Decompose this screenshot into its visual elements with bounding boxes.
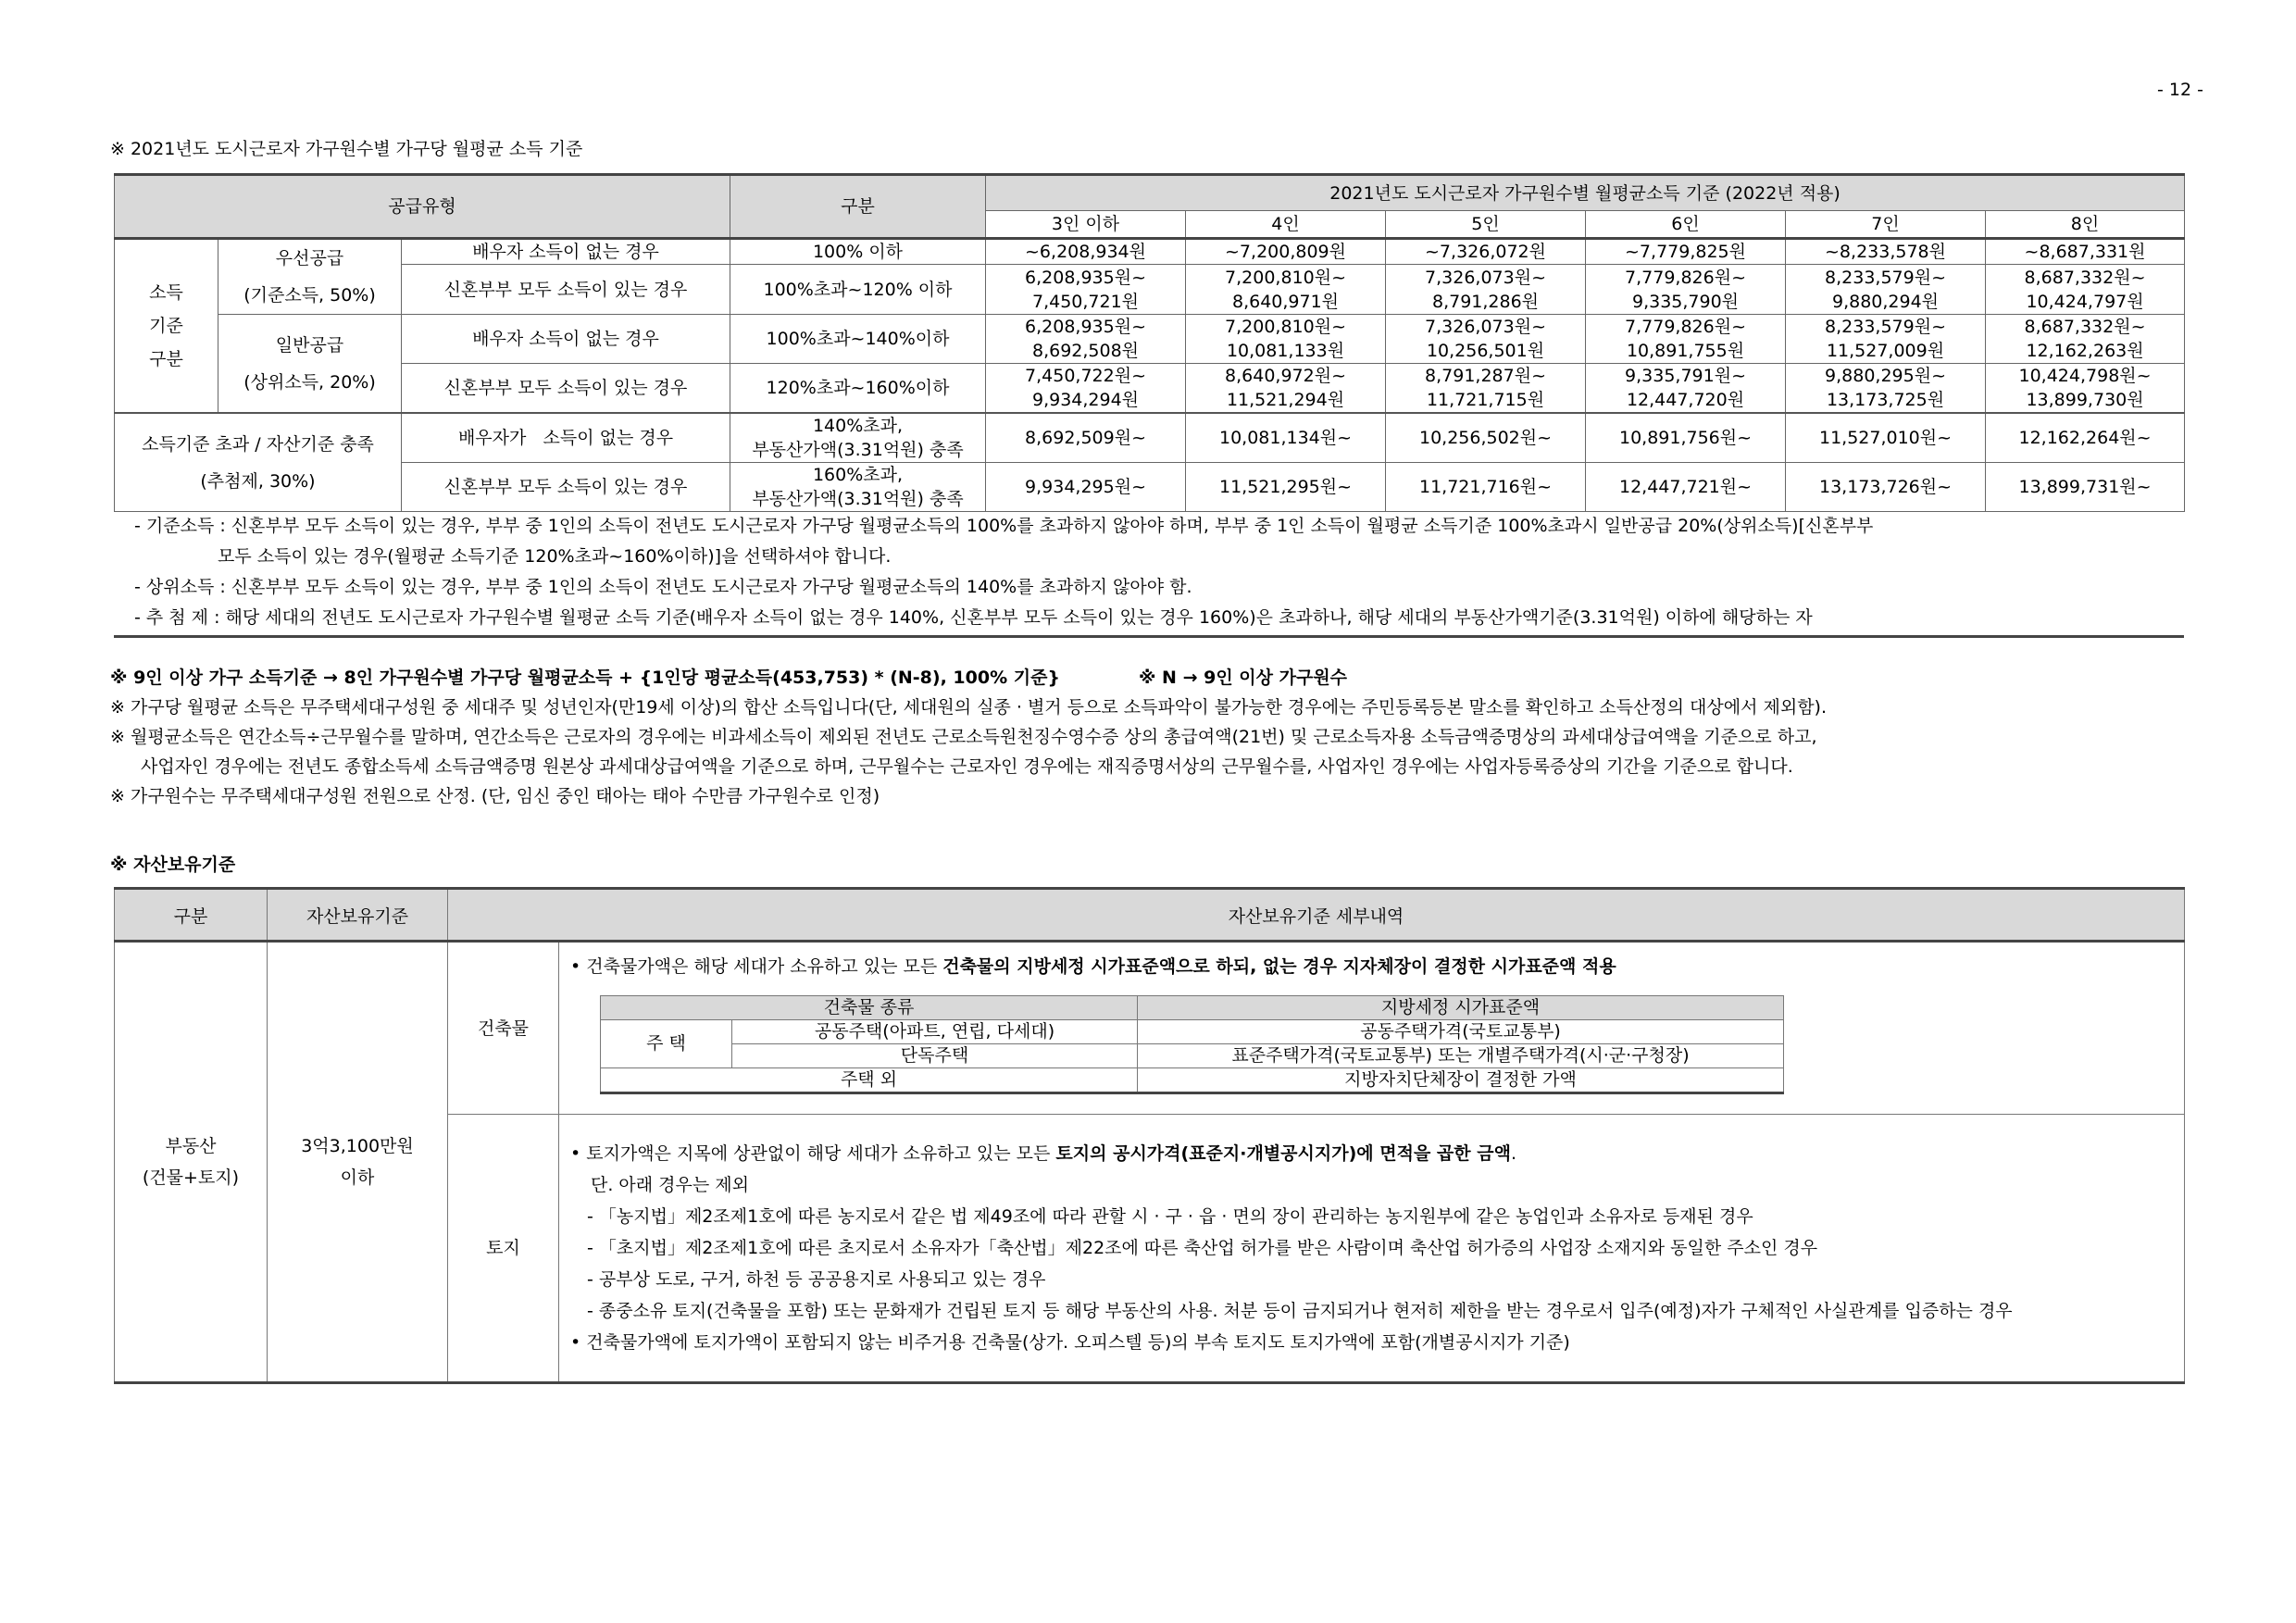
income-value: 10,891,756원~ — [1586, 413, 1786, 463]
income-value: 11,721,716원~ — [1386, 463, 1586, 512]
row-category: 100% 이하 — [730, 239, 986, 265]
land-exception: - 「초지법」제2조제1호에 따른 초지로서 소유자가「축산법」제22조에 따른 축산업 허가를 받은 사람이며 축산업 허가증의 사업장 소재지와 동일한 주소인 경우 — [587, 1238, 1818, 1258]
household-size-header: 4인 — [1186, 211, 1386, 239]
income-value: 7,200,810원~ 10,081,133원 — [1186, 315, 1386, 364]
income-table-title: ※ 2021년도 도시근로자 가구원수별 가구당 월평균 소득 기준 — [110, 139, 583, 159]
detached-value: 표준주택가격(국토교통부) 또는 개별주택가격(시·군·구청장) — [1138, 1044, 1784, 1068]
income-value: 8,687,332원~ 12,162,263원 — [1986, 315, 2185, 364]
apartment-type: 공동주택(아파트, 연립, 다세대) — [732, 1020, 1138, 1044]
land-exception-intro: 단. 아래 경우는 제외 — [591, 1175, 749, 1195]
row-type: 신혼부부 모두 소득이 있는 경우 — [402, 265, 730, 315]
land-bullet-2: • 건축물가액에 토지가액이 포함되지 않는 비주거용 건축물(상가. 오피스텔 등)의 부속 토지도 토지가액에 포함(개별공시지가 기준) — [570, 1332, 1570, 1353]
row-category: 100%초과~140%이하 — [730, 315, 986, 364]
row-type: 신혼부부 모두 소득이 있는 경우 — [402, 364, 730, 414]
standard-value-header: 지방세정 시가표준액 — [1138, 996, 1784, 1020]
income-value: 8,640,972원~ 11,521,294원 — [1186, 364, 1386, 414]
page-number: - 12 - — [2157, 80, 2203, 100]
land-bullet-text: • 토지가액은 지목에 상관없이 해당 세대가 소유하고 있는 모든 — [570, 1143, 1056, 1164]
row-category: 140%초과, 부동산가액(3.31억원) 충족 — [730, 413, 986, 463]
note-line: 사업자인 경우에는 전년도 종합소득세 소득금액증명 원본상 과세대상급여액을 기준으로 하며, 근무월수는 근로자인 경우에는 재직증명서상의 근무월수를, 사업자인 경우에는 사업자등록증상의 기간을 기준으로 합니다. — [141, 756, 1793, 777]
income-value: 7,779,826원~ 9,335,790원 — [1586, 265, 1786, 315]
house-label: 주 택 — [601, 1020, 732, 1068]
land-bullet-end: . — [1510, 1143, 1517, 1164]
household-size-header: 7인 — [1786, 211, 1986, 239]
note-line: ※ 가구원수는 무주택세대구성원 전원으로 산정. (단, 임신 중인 태아는 태아 수만큼 가구원수로 인정) — [110, 786, 880, 806]
income-value: 10,256,502원~ — [1386, 413, 1586, 463]
income-value: 7,450,722원~ 9,934,294원 — [986, 364, 1186, 414]
note-n-definition: ※ N → 9인 이상 가구원수 — [1138, 668, 1348, 688]
building-bullet — [570, 951, 2173, 982]
household-size-header: 5인 — [1386, 211, 1586, 239]
asset-table-title: ※ 자산보유기준 — [110, 855, 236, 875]
note-line: - 기준소득 : 신혼부부 모두 소득이 있는 경우, 부부 중 1인의 소득이 전년도 도시근로자 가구당 월평균소득의 100%를 초과하지 않아야 하며, 부부 중 1인 소득이 월평균 소득기준 100%초과시 일반공급 20%(상위소득)[신혼부부 — [134, 516, 1874, 536]
land-exception: - 「농지법」제2조제1호에 따른 농지로서 같은 법 제49조에 따라 관할 시 · 구 · 읍 · 면의 장이 관리하는 농지원부에 같은 농업인과 소유자로 등재된 경우 — [587, 1206, 1753, 1227]
income-value: ~8,233,578원 — [1786, 239, 1986, 265]
row-type: 신혼부부 모두 소득이 있는 경우 — [402, 463, 730, 512]
income-value: 12,162,264원~ — [1986, 413, 2185, 463]
land-bullet-bold: 토지의 공시가격(표준지·개별공시지가)에 면적을 곱한 금액 — [1055, 1143, 1511, 1164]
income-value: 12,447,721원~ — [1586, 463, 1786, 512]
household-size-header: 6인 — [1586, 211, 1786, 239]
row-type: 배우자 소득이 없는 경우 — [402, 239, 730, 265]
income-value: 9,880,295원~ 13,173,725원 — [1786, 364, 1986, 414]
income-value: ~7,779,825원 — [1586, 239, 1786, 265]
income-value: 11,521,295원~ — [1186, 463, 1386, 512]
row-category: 100%초과~120% 이하 — [730, 265, 986, 315]
note-line: ※ 가구당 월평균 소득은 무주택세대구성원 중 세대주 및 성년인자(만19세 이상)의 합산 소득입니다(단, 세대원의 실종 · 별거 등으로 소득파악이 불가능한 경우에는 주민등록등본 말소를 확인하고 소득산정의 대상에서 제외함). — [110, 697, 1828, 718]
row-category: 160%초과, 부동산가액(3.31억원) 충족 — [730, 463, 986, 512]
income-value: 8,791,287원~ 11,721,715원 — [1386, 364, 1586, 414]
household-size-header: 3인 이하 — [986, 211, 1186, 239]
priority-supply-label: 우선공급 (기준소득, 50%) — [218, 239, 402, 315]
footnotes — [110, 663, 2202, 811]
income-main-header: 2021년도 도시근로자 가구원수별 월평균소득 기준 (2022년 적용) — [986, 175, 2185, 211]
income-value: 10,424,798원~ 13,899,730원 — [1986, 364, 2185, 414]
supply-type-header: 공급유형 — [115, 175, 730, 239]
income-value: 10,081,134원~ — [1186, 413, 1386, 463]
note-line: 모두 소득이 있는 경우(월평균 소득기준 120%초과~160%이하)]을 선택하셔야 합니다. — [218, 546, 892, 567]
land-details — [559, 1115, 2185, 1383]
income-value: ~7,200,809원 — [1186, 239, 1386, 265]
detached-type: 단독주택 — [732, 1044, 1138, 1068]
income-value: 6,208,935원~ 7,450,721원 — [986, 265, 1186, 315]
land-exception: - 공부상 도로, 구거, 하천 등 공공용지로 사용되고 있는 경우 — [587, 1269, 1046, 1290]
income-value: 8,692,509원~ — [986, 413, 1186, 463]
building-bullet-text: • 건축물가액은 해당 세대가 소유하고 있는 모든 — [570, 956, 943, 977]
income-value: 13,173,726원~ — [1786, 463, 1986, 512]
building-bullet-bold: 건축물의 지방세정 시가표준액으로 하되, 없는 경우 지자체장이 결정한 시가표준액 적용 — [942, 956, 1616, 977]
apartment-value: 공동주택가격(국토교통부) — [1138, 1020, 1784, 1044]
income-value: 7,326,073원~ 10,256,501원 — [1386, 315, 1586, 364]
income-standard-table — [114, 173, 2185, 512]
note-line: - 추 첨 제 : 해당 세대의 전년도 도시근로자 가구원수별 월평균 소득 기준(배우자 소득이 없는 경우 140%, 신혼부부 모두 소득이 있는 경우 160%)은 초과하나, 해당 세대의 부동산가액기준(3.31억원) 이하에 해당하는 자 — [134, 607, 1813, 628]
income-value: 7,779,826원~ 10,891,755원 — [1586, 315, 1786, 364]
income-value: 8,687,332원~ 10,424,797원 — [1986, 265, 2185, 315]
note-line: - 상위소득 : 신혼부부 모두 소득이 있는 경우, 부부 중 1인의 소득이 전년도 도시근로자 가구당 월평균소득의 140%를 초과하지 않아야 함. — [134, 577, 1192, 597]
row-type: 배우자 소득이 없는 경우 — [402, 315, 730, 364]
income-value: 11,527,010원~ — [1786, 413, 1986, 463]
income-value: ~7,326,072원 — [1386, 239, 1586, 265]
general-supply-label: 일반공급 (상위소득, 20%) — [218, 315, 402, 414]
asset-standard-header: 자산보유기준 — [268, 889, 448, 942]
category-header: 구분 — [730, 175, 986, 239]
land-exception: - 종중소유 토지(건축물을 포함) 또는 문화재가 건립된 토지 등 해당 부동산의 사용. 처분 등이 금지되거나 현저히 제한을 받는 경우로서 입주(예정)자가 구체적인 사실관계를 입증하는 경우 — [587, 1301, 2013, 1321]
asset-detail-header: 자산보유기준 세부내역 — [448, 889, 2185, 942]
income-value: ~8,687,331원 — [1986, 239, 2185, 265]
income-value: 7,200,810원~ 8,640,971원 — [1186, 265, 1386, 315]
non-house-value: 지방자치단체장이 결정한 가액 — [1138, 1068, 1784, 1093]
note-large-household: ※ 9인 이상 가구 소득기준 → 8인 가구원수별 가구당 월평균소득 + {1인당 평균소득(453,753) * (N-8), 100% 기준} — [110, 668, 1060, 688]
income-value: 13,899,731원~ — [1986, 463, 2185, 512]
income-notes — [114, 511, 2184, 638]
asset-limit: 3억3,100만원 이하 — [268, 942, 448, 1383]
income-value: 8,233,579원~ 11,527,009원 — [1786, 315, 1986, 364]
row-type: 배우자가 소득이 없는 경우 — [402, 413, 730, 463]
row-category: 120%초과~160%이하 — [730, 364, 986, 414]
income-value: 9,934,295원~ — [986, 463, 1186, 512]
non-house-type: 주택 외 — [601, 1068, 1138, 1093]
income-value: 8,233,579원~ 9,880,294원 — [1786, 265, 1986, 315]
note-line: ※ 월평균소득은 연간소득÷근무월수를 말하며, 연간소득은 근로자의 경우에는 비과세소득이 제외된 전년도 근로소득원천징수영수증 상의 총급여액(21번) 및 근로소득자용 소득금액증명상의 과세대상급여액을 기준으로 하고, — [110, 727, 1817, 747]
income-value: 7,326,073원~ 8,791,286원 — [1386, 265, 1586, 315]
income-value: 9,335,791원~ 12,447,720원 — [1586, 364, 1786, 414]
household-size-header: 8인 — [1986, 211, 2185, 239]
building-value-table — [600, 995, 1784, 1094]
income-value: 6,208,935원~ 8,692,508원 — [986, 315, 1186, 364]
land-label: 토지 — [448, 1115, 559, 1383]
income-basis-group-label: 소득 기준 구분 — [115, 239, 218, 414]
building-label: 건축물 — [448, 942, 559, 1115]
asset-standard-table — [114, 887, 2185, 1384]
realestate-label: 부동산 (건물+토지) — [115, 942, 268, 1383]
asset-category-header: 구분 — [115, 889, 268, 942]
lottery-label: 소득기준 초과 / 자산기준 충족 (추첨제, 30%) — [115, 413, 402, 512]
income-value: ~6,208,934원 — [986, 239, 1186, 265]
building-type-header: 건축물 종류 — [601, 996, 1138, 1020]
